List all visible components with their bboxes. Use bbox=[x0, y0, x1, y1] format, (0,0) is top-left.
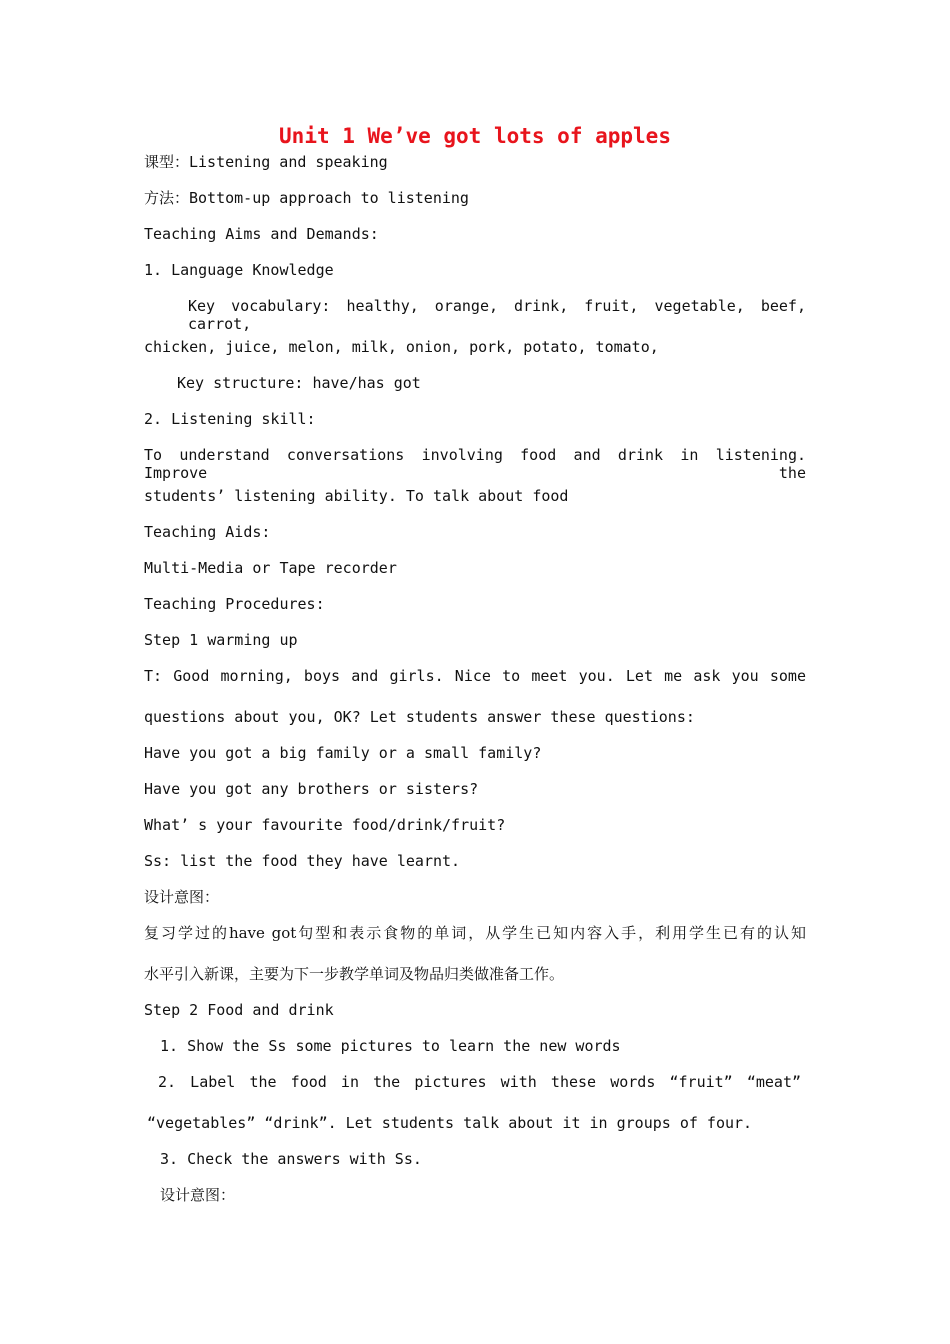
lesson-type-line: 课型：Listening and speaking bbox=[144, 153, 388, 171]
procedures-heading: Teaching Procedures: bbox=[144, 595, 325, 613]
step-2-item-1: 1. Show the Ss some pictures to learn the new words bbox=[160, 1037, 621, 1055]
teaching-aids-heading: Teaching Aids: bbox=[144, 523, 271, 541]
question-family: Have you got a big family or a small family? bbox=[144, 744, 542, 762]
design-intent-text: 复习学过的have got句型和表示食物的单词，从学生已知内容入手，利用学生已有的认知 bbox=[144, 924, 806, 942]
question-siblings: Have you got any brothers or sisters? bbox=[144, 780, 479, 798]
teaching-aids-text: Multi-Media or Tape recorder bbox=[144, 559, 397, 577]
listening-skill-text: To understand conversations involving food and drink in listening. Improve the bbox=[144, 446, 806, 482]
language-knowledge-heading: 1. Language Knowledge bbox=[144, 261, 334, 279]
step-2-item-3: 3. Check the answers with Ss. bbox=[160, 1150, 422, 1168]
step-1-heading: Step 1 warming up bbox=[144, 631, 298, 649]
design-intent-continued: 水平引入新课，主要为下一步教学单词及物品归类做准备工作。 bbox=[144, 965, 565, 983]
step-2-item-2: 2. Label the food in the pictures with these words “fruit” “meat” bbox=[158, 1073, 801, 1091]
step-2-heading: Step 2 Food and drink bbox=[144, 1001, 334, 1019]
listening-skill-continued: students’ listening ability. To talk about food bbox=[144, 487, 569, 505]
key-vocabulary-continued: chicken, juice, melon, milk, onion, pork, potato, tomato, bbox=[144, 338, 659, 356]
listening-skill-heading: 2. Listening skill: bbox=[144, 410, 316, 428]
key-structure-line: Key structure: have/has got bbox=[177, 374, 421, 392]
teacher-greeting-continued: questions about you, OK? Let students answer these questions: bbox=[144, 708, 695, 726]
method-line: 方法：Bottom-up approach to listening bbox=[144, 189, 469, 207]
design-intent-heading-2: 设计意图： bbox=[160, 1186, 236, 1204]
question-favourite: What’ s your favourite food/drink/fruit? bbox=[144, 816, 506, 834]
key-vocabulary-line: Key vocabulary: healthy, orange, drink, fruit, vegetable, beef, carrot, bbox=[188, 297, 806, 333]
aims-heading: Teaching Aims and Demands: bbox=[144, 225, 379, 243]
students-task-line: Ss: list the food they have learnt. bbox=[144, 852, 461, 870]
document-title: Unit 1 We’ve got lots of apples bbox=[279, 124, 671, 148]
teacher-greeting-line: T: Good morning, boys and girls. Nice to meet you. Let me ask you some bbox=[144, 667, 806, 685]
step-2-item-2-continued: “vegetables” “drink”. Let students talk about it in groups of four. bbox=[147, 1114, 753, 1132]
design-intent-heading: 设计意图： bbox=[144, 888, 220, 906]
